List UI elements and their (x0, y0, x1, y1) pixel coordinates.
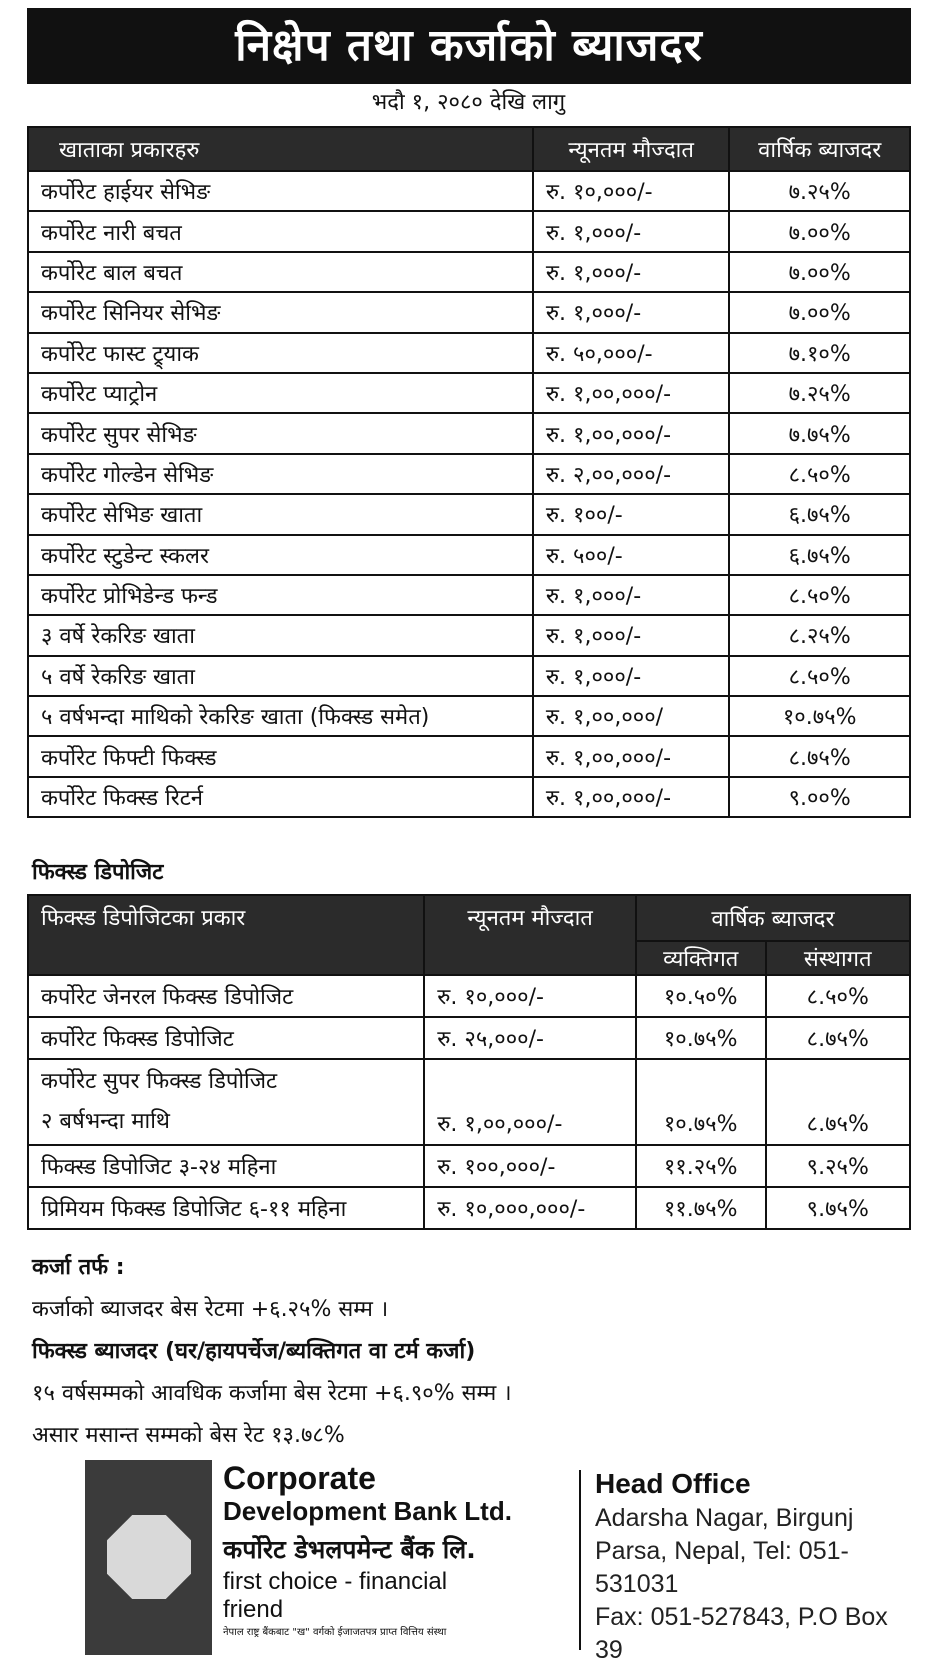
header-annual-rate: वार्षिक ब्याजदर (729, 127, 910, 171)
min-balance-cell: रु. १०,०००/- (533, 171, 729, 211)
account-type-cell: कर्पोरेट सेभिङ खाता (28, 494, 533, 534)
fd-type-line1: कर्पोरेट सुपर फिक्स्ड डिपोजिट (41, 1069, 278, 1094)
min-balance-cell: रु. १००/- (533, 494, 729, 534)
bank-name-block (223, 1460, 513, 1642)
annual-rate-cell: ८.७५% (729, 736, 910, 776)
office-phone: Parsa, Nepal, Tel: 051-531031 (595, 1537, 849, 1598)
savings-row (28, 373, 910, 413)
annual-rate-cell: ७.००% (729, 292, 910, 332)
bank-name-en-line1: Corporate (223, 1460, 376, 1496)
fd-min-balance-cell: रु. १०,०००,०००/- (424, 1187, 636, 1229)
bank-footer (85, 1460, 915, 1664)
fd-type-cell (28, 975, 424, 1017)
annual-rate-cell: ७.००% (729, 211, 910, 251)
header-fd-annual-rate: वार्षिक ब्याजदर (636, 895, 910, 941)
min-balance-cell: रु. १,०००/- (533, 211, 729, 251)
fd-row (28, 1187, 910, 1229)
header-fd-min-balance: न्यूनतम मौज्दात (424, 895, 636, 975)
fd-individual-rate-cell: ११.२५% (636, 1145, 766, 1187)
fd-type-line1: प्रिमियम फिक्स्ड डिपोजिट ६-११ महिना (41, 1197, 347, 1222)
min-balance-cell: रु. ५००/- (533, 535, 729, 575)
bank-logo (85, 1460, 212, 1655)
account-type-cell: ५ वर्षे रेकरिङ खाता (28, 656, 533, 696)
savings-row (28, 292, 910, 332)
fd-type-cell (28, 1187, 424, 1229)
office-title: Head Office (595, 1468, 751, 1499)
annual-rate-cell: ६.७५% (729, 535, 910, 575)
office-fax: Fax: 051-527843, P.O Box 39 (595, 1603, 888, 1664)
page-title: निक्षेप तथा कर्जाको ब्याजदर (27, 8, 911, 84)
header-account-type: खाताका प्रकारहरु (28, 127, 533, 171)
min-balance-cell: रु. १,००,०००/- (533, 736, 729, 776)
savings-header-row (28, 127, 910, 171)
fixed-deposit-heading: फिक्स्ड डिपोजिट (32, 860, 164, 885)
octagon-logo-icon (107, 1515, 191, 1599)
annual-rate-cell: ९.००% (729, 777, 910, 817)
account-type-cell: ३ वर्षे रेकरिङ खाता (28, 615, 533, 655)
fd-institutional-rate-cell: ८.७५% (766, 1059, 910, 1145)
savings-row (28, 736, 910, 776)
account-type-cell: कर्पोरेट गोल्डेन सेभिङ (28, 454, 533, 494)
fd-min-balance-cell: रु. १००,०००/- (424, 1145, 636, 1187)
fd-min-balance-cell: रु. १,००,०००/- (424, 1059, 636, 1145)
savings-row (28, 211, 910, 251)
annual-rate-cell: ७.१०% (729, 333, 910, 373)
annual-rate-cell: १०.७५% (729, 696, 910, 736)
header-individual: व्यक्तिगत (636, 941, 766, 975)
min-balance-cell: रु. १,०००/- (533, 575, 729, 615)
fd-institutional-rate-cell: ८.५०% (766, 975, 910, 1017)
fd-header-row (28, 895, 910, 941)
savings-row (28, 494, 910, 534)
bank-tagline: first choice - financial friend (223, 1568, 448, 1623)
fd-min-balance-cell: रु. १०,०००/- (424, 975, 636, 1017)
savings-row (28, 656, 910, 696)
fd-individual-rate-cell: १०.७५% (636, 1059, 766, 1145)
min-balance-cell: रु. २,००,०००/- (533, 454, 729, 494)
base-rate-line: असार मसान्त सम्मको बेस रेट १३.७८% (32, 1423, 345, 1448)
savings-row (28, 575, 910, 615)
loan-rate-line: कर्जाको ब्याजदर बेस रेटमा +६.२५% सम्म । (32, 1297, 389, 1322)
annual-rate-cell: ८.५०% (729, 454, 910, 494)
effective-date: भदौ १, २०८० देखि लागु (371, 90, 566, 115)
fixed-rate-line: १५ वर्षसम्मको आवधिक कर्जामा बेस रेटमा +६.९०% सम्म । (32, 1381, 512, 1406)
fd-row (28, 975, 910, 1017)
fd-institutional-rate-cell: ८.७५% (766, 1017, 910, 1059)
account-type-cell: कर्पोरेट सिनियर सेभिङ (28, 292, 533, 332)
account-type-cell: कर्पोरेट प्याट्रोन (28, 373, 533, 413)
annual-rate-cell: ७.२५% (729, 373, 910, 413)
annual-rate-cell: ७.२५% (729, 171, 910, 211)
fd-individual-rate-cell: ११.७५% (636, 1187, 766, 1229)
head-office-block (595, 1466, 915, 1664)
min-balance-cell: रु. १,००,०००/- (533, 777, 729, 817)
savings-row (28, 333, 910, 373)
annual-rate-cell: ८.५०% (729, 656, 910, 696)
annual-rate-cell: ८.५०% (729, 575, 910, 615)
fd-type-cell (28, 1059, 424, 1145)
bank-name-en-line2: Development Bank Ltd. (223, 1496, 512, 1526)
fixed-rate-heading: फिक्स्ड ब्याजदर (घर/हायपर्चेज/ब्यक्तिगत वा टर्म कर्जा) (32, 1339, 476, 1364)
min-balance-cell: रु. १,०००/- (533, 252, 729, 292)
savings-row (28, 454, 910, 494)
account-type-cell: कर्पोरेट नारी बचत (28, 211, 533, 251)
footer-divider (579, 1470, 581, 1650)
account-type-cell: कर्पोरेट फिफ्टी फिक्स्ड (28, 736, 533, 776)
loan-heading: कर्जा तर्फ : (32, 1255, 125, 1280)
annual-rate-cell: ७.००% (729, 252, 910, 292)
account-type-cell: ५ वर्षभन्दा माथिको रेकरिङ खाता (फिक्स्ड समेत) (28, 696, 533, 736)
account-type-cell: कर्पोरेट सुपर सेभिङ (28, 413, 533, 453)
office-address: Adarsha Nagar, Birgunj (595, 1504, 854, 1532)
header-min-balance: न्यूनतम मौज्दात (533, 127, 729, 171)
annual-rate-cell: ७.७५% (729, 413, 910, 453)
annual-rate-cell: ८.२५% (729, 615, 910, 655)
account-type-cell: कर्पोरेट फिक्स्ड रिटर्न (28, 777, 533, 817)
fd-individual-rate-cell: १०.५०% (636, 975, 766, 1017)
min-balance-cell: रु. ५०,०००/- (533, 333, 729, 373)
fd-type-line1: कर्पोरेट फिक्स्ड डिपोजिट (41, 1027, 234, 1052)
savings-row (28, 413, 910, 453)
savings-row (28, 696, 910, 736)
fd-min-balance-cell: रु. २५,०००/- (424, 1017, 636, 1059)
account-type-cell: कर्पोरेट बाल बचत (28, 252, 533, 292)
savings-row (28, 252, 910, 292)
loan-section (32, 1250, 912, 1460)
fd-individual-rate-cell: १०.७५% (636, 1017, 766, 1059)
fixed-deposit-table (27, 894, 911, 1230)
account-type-cell: कर्पोरेट फास्ट ट्र्याक (28, 333, 533, 373)
account-type-cell: कर्पोरेट प्रोभिडेन्ड फन्ड (28, 575, 533, 615)
fd-type-line1: फिक्स्ड डिपोजिट ३-२४ महिना (41, 1155, 277, 1180)
fd-institutional-rate-cell: ९.२५% (766, 1145, 910, 1187)
fd-type-cell (28, 1145, 424, 1187)
account-type-cell: कर्पोरेट हाईयर सेभिङ (28, 171, 533, 211)
header-fd-type: फिक्स्ड डिपोजिटका प्रकार (28, 895, 424, 975)
savings-row (28, 171, 910, 211)
fd-institutional-rate-cell: ९.७५% (766, 1187, 910, 1229)
header-institutional: संस्थागत (766, 941, 910, 975)
savings-row (28, 535, 910, 575)
min-balance-cell: रु. १,००,०००/ (533, 696, 729, 736)
min-balance-cell: रु. १,००,०००/- (533, 373, 729, 413)
fd-row (28, 1017, 910, 1059)
savings-row (28, 615, 910, 655)
min-balance-cell: रु. १,००,०००/- (533, 413, 729, 453)
fd-type-line2: २ बर्षभन्दा माथि (41, 1109, 170, 1134)
fd-type-cell (28, 1017, 424, 1059)
fd-row (28, 1059, 910, 1145)
fd-row (28, 1145, 910, 1187)
annual-rate-cell: ६.७५% (729, 494, 910, 534)
bank-name-nepali: कर्पोरेट डेभलपमेन्ट बैंक लि. (223, 1535, 476, 1564)
min-balance-cell: रु. १,०००/- (533, 615, 729, 655)
min-balance-cell: रु. १,०००/- (533, 656, 729, 696)
license-note: नेपाल राष्ट्र बैंकबाट "ख" वर्गको ईजाजतपत्र प्राप्त वित्तिय संस्था (223, 1627, 447, 1638)
savings-rate-table (27, 126, 911, 818)
account-type-cell: कर्पोरेट स्टुडेन्ट स्कलर (28, 535, 533, 575)
min-balance-cell: रु. १,०००/- (533, 292, 729, 332)
fd-type-line1: कर्पोरेट जेनरल फिक्स्ड डिपोजिट (41, 985, 294, 1010)
savings-row (28, 777, 910, 817)
